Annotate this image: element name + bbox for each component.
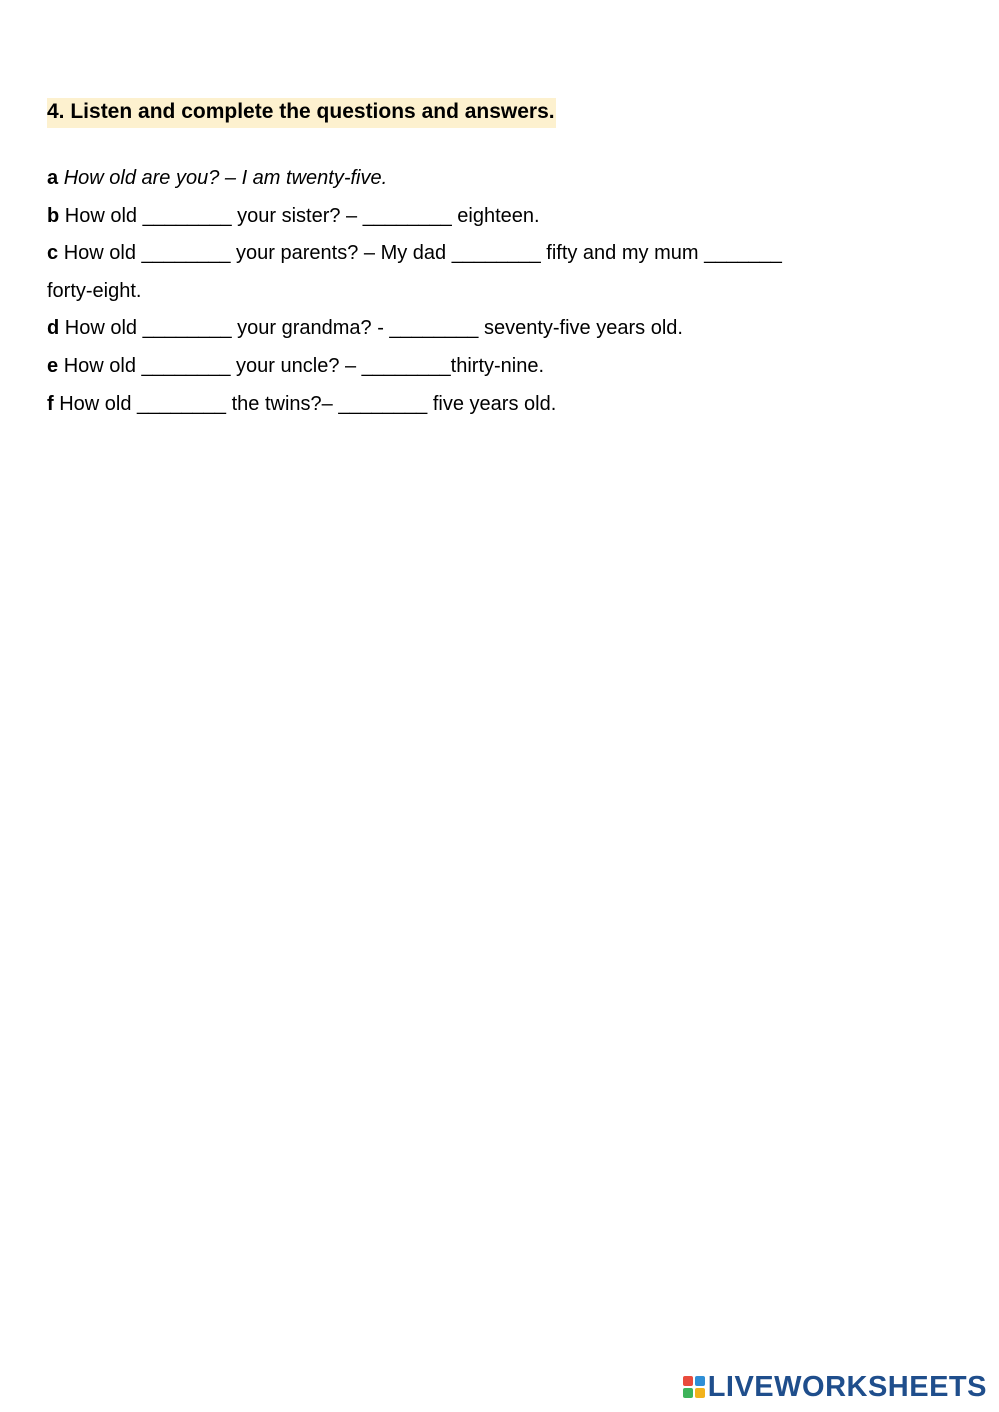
item-e bbox=[47, 353, 927, 391]
item-letter: e bbox=[47, 354, 59, 377]
item-text: forty-eight. bbox=[47, 279, 142, 302]
item-b bbox=[47, 203, 927, 241]
item-letter: c bbox=[47, 242, 59, 265]
logo-square-l bbox=[683, 1376, 693, 1386]
item-text: How old ________ your grandma? - ________ seventy-five years old. bbox=[64, 317, 683, 340]
item-text: How old are you? – I am twenty-five. bbox=[63, 167, 388, 189]
logo-square-i bbox=[695, 1376, 705, 1386]
brand-name: LIVEWORKSHEETS bbox=[707, 1371, 987, 1403]
item-text: How old ________ the twins?– ________ five years old. bbox=[59, 392, 557, 415]
item-c bbox=[47, 240, 927, 278]
exercise-heading: 4. Listen and complete the questions and answers. bbox=[47, 98, 556, 128]
item-text: How old ________ your parents? – My dad ________ fifty and my mum _______ bbox=[63, 242, 782, 265]
liveworksheets-brand bbox=[683, 1372, 987, 1402]
exercise-items bbox=[47, 165, 927, 428]
item-letter: d bbox=[47, 317, 60, 340]
logo-square-v bbox=[683, 1388, 693, 1398]
liveworksheets-logo-icon bbox=[683, 1376, 705, 1398]
logo-square-e bbox=[695, 1388, 705, 1398]
item-f bbox=[47, 391, 927, 429]
item-text: How old ________ your sister? – ________ eighteen. bbox=[64, 204, 540, 227]
item-c-continued bbox=[47, 278, 927, 316]
item-letter: a bbox=[47, 167, 59, 189]
item-letter: b bbox=[47, 204, 60, 227]
item-letter: f bbox=[47, 392, 54, 415]
item-text: How old ________ your uncle? – ________thirty-nine. bbox=[63, 354, 545, 377]
item-d bbox=[47, 315, 927, 353]
item-a bbox=[47, 165, 927, 203]
